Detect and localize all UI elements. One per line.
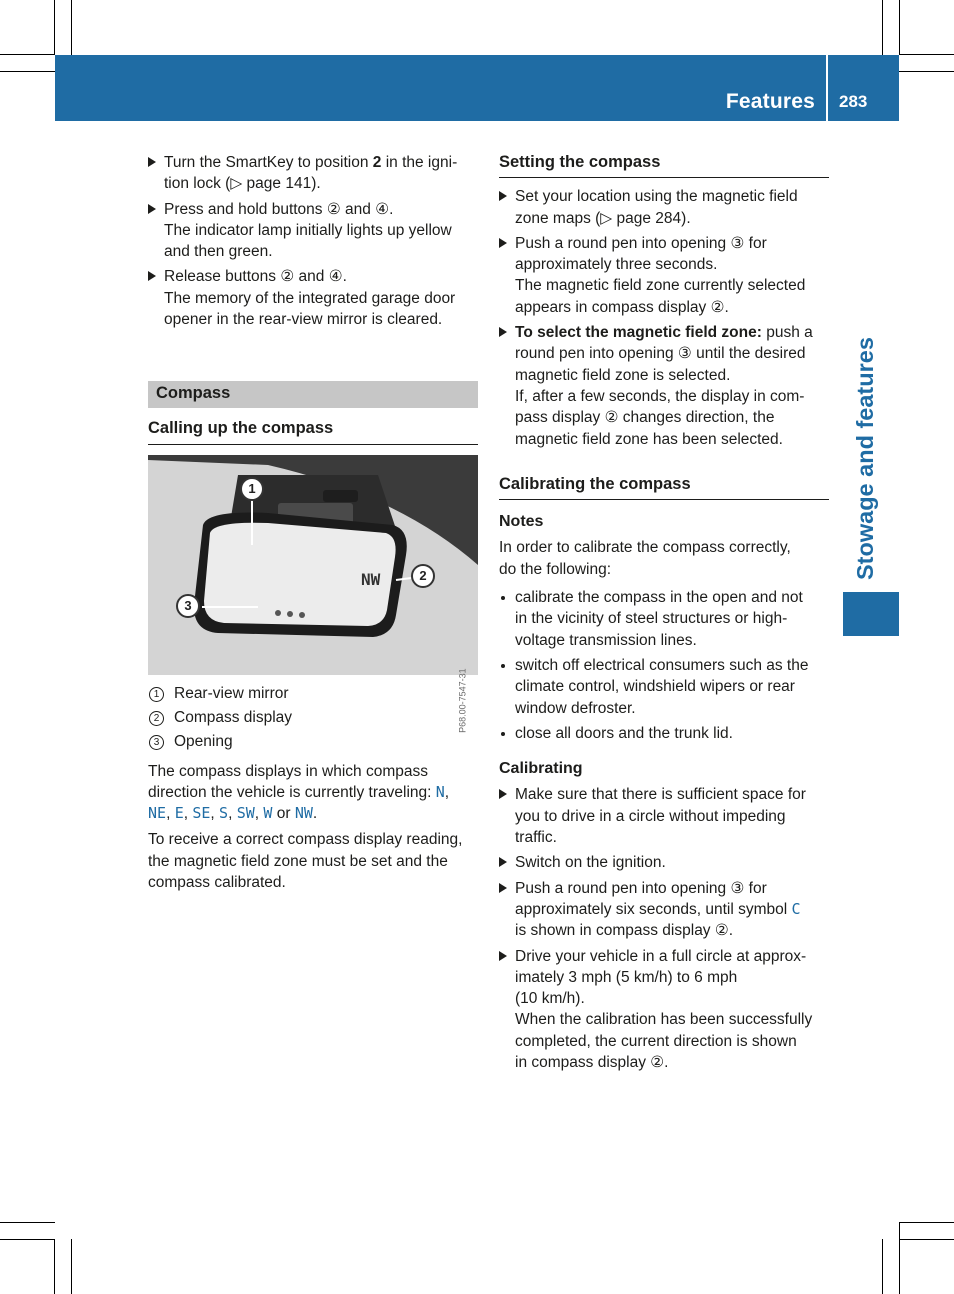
crop-mark	[0, 1222, 55, 1223]
text-line: Make sure that there is sufficient space for	[515, 786, 806, 804]
left-column	[148, 152, 478, 893]
step-arrow-icon	[148, 271, 156, 281]
instruction-step	[499, 186, 829, 229]
bullet-item	[499, 655, 829, 719]
text-line: you to drive in a circle without impeding	[515, 807, 786, 825]
bullet-item	[499, 587, 829, 651]
text-line: in compass display ②.	[515, 1053, 669, 1071]
direction-w: W	[263, 804, 273, 823]
text-line: compass calibrated.	[148, 874, 286, 892]
instruction-step	[148, 199, 478, 263]
page-header	[55, 55, 899, 121]
text-line: When the calibration has been successfully	[515, 1011, 813, 1029]
text-line: approximately six seconds, until symbol C	[515, 899, 801, 918]
paragraph	[148, 829, 478, 893]
text-line: Turn the SmartKey to position 2 in the igni-	[164, 154, 458, 171]
bullet-dot-icon	[501, 732, 505, 736]
text-line: Set your location using the magnetic field	[515, 188, 798, 206]
section-heading: Compass	[148, 381, 478, 408]
direction-e: E	[174, 804, 184, 823]
step-arrow-icon	[499, 883, 507, 893]
calibration-symbol: C	[791, 899, 801, 918]
text-line: pass display ② changes direction, the	[515, 409, 775, 427]
bullet-item	[499, 723, 829, 744]
text-line: NE, E, SE, S, SW, W or NW.	[148, 804, 318, 823]
text-line: Switch on the ignition.	[515, 854, 666, 872]
subsection-heading: Setting the compass	[499, 152, 829, 178]
legend-label: Compass display	[174, 708, 293, 726]
crop-mark	[899, 54, 954, 55]
step-arrow-icon	[499, 857, 507, 867]
instruction-step	[499, 322, 829, 450]
text-line: The magnetic field zone currently selected	[515, 277, 806, 295]
direction-s: S	[219, 804, 229, 823]
text-line: zone maps (▷ page 284).	[515, 209, 691, 227]
text-line: The indicator lamp initially lights up yellow	[164, 221, 452, 239]
text-line: The memory of the integrated garage door	[164, 289, 456, 307]
text-line: magnetic field zone has been selected.	[515, 430, 783, 448]
direction-n: N	[435, 782, 445, 801]
instruction-step	[499, 946, 829, 1074]
crop-mark	[899, 71, 954, 72]
legend-number: 3	[149, 735, 164, 750]
crop-mark	[899, 1239, 954, 1240]
legend-label: Rear-view mirror	[174, 684, 289, 702]
instruction-step	[499, 784, 829, 848]
legend-label: Opening	[174, 733, 233, 751]
calibrating-heading: Calibrating	[499, 760, 583, 778]
text-line: direction the vehicle is currently traveling: N,	[148, 782, 450, 801]
instruction-step	[499, 852, 829, 873]
crop-mark	[0, 71, 55, 72]
text-line: appears in compass display ②.	[515, 298, 729, 316]
crop-mark	[882, 1239, 883, 1294]
step-arrow-icon	[148, 157, 156, 167]
text-line: Push a round pen into opening ③ for	[515, 234, 767, 252]
instruction-step	[499, 878, 829, 942]
bullet-dot-icon	[501, 596, 505, 600]
crop-mark	[0, 54, 55, 55]
text-line: opener in the rear-view mirror is cleared.	[164, 311, 443, 329]
crop-mark	[882, 0, 883, 55]
text-line: calibrate the compass in the open and not	[515, 589, 803, 607]
legend-number: 2	[149, 711, 164, 726]
text-line: climate control, windshield wipers or rear	[515, 678, 795, 696]
section-title: Features	[725, 90, 815, 113]
text-line: round pen into opening ③ until the desired	[515, 345, 806, 363]
step-arrow-icon	[499, 327, 507, 337]
text-line: Drive your vehicle in a full circle at approx-	[515, 947, 807, 965]
notes-heading: Notes	[499, 513, 544, 531]
text-line: Release buttons ② and ④.	[164, 268, 347, 286]
chapter-tab-label: Stowage and features	[852, 337, 878, 580]
legend-number: 1	[149, 687, 164, 702]
legend-item	[148, 731, 478, 752]
callout-1: 1	[240, 477, 264, 501]
text-line: traffic.	[515, 829, 557, 847]
text-line: do the following:	[499, 560, 612, 578]
text-line: switch off electrical consumers such as the	[515, 656, 809, 674]
text-line: and then green.	[164, 243, 273, 261]
direction-se: SE	[192, 804, 211, 823]
text-line: tion lock (▷ page 141).	[164, 175, 321, 193]
subsection-heading: Calibrating the compass	[499, 474, 829, 500]
text-line: Push a round pen into opening ③ for	[515, 879, 767, 897]
chapter-tab-marker	[843, 592, 899, 636]
text-line: Press and hold buttons ② and ④.	[164, 200, 394, 218]
text-line: window defroster.	[515, 699, 636, 717]
step-arrow-icon	[499, 191, 507, 201]
legend-item	[148, 683, 478, 704]
step-arrow-icon	[499, 789, 507, 799]
direction-ne: NE	[148, 804, 167, 823]
step-arrow-icon	[499, 238, 507, 248]
legend-item	[148, 707, 478, 728]
step-arrow-icon	[148, 204, 156, 214]
instruction-step	[148, 266, 478, 330]
text-line: is shown in compass display ②.	[515, 922, 734, 940]
direction-sw: SW	[236, 804, 255, 823]
text-line: imately 3 mph (5 km/h) to 6 mph	[515, 968, 738, 986]
text-line: If, after a few seconds, the display in com-	[515, 387, 805, 405]
crop-mark	[0, 1239, 55, 1240]
text-line: To receive a correct compass display reading,	[148, 831, 463, 849]
callout-2: 2	[411, 564, 435, 588]
instruction-step	[499, 233, 829, 318]
instruction-step	[148, 152, 478, 195]
compass-display-text: NW	[361, 569, 381, 589]
text-line: completed, the current direction is shown	[515, 1032, 797, 1050]
crop-mark	[899, 1222, 900, 1294]
crop-mark	[54, 1239, 55, 1294]
subsection-heading: Calling up the compass	[148, 418, 478, 444]
text-line: in the vicinity of steel structures or high-	[515, 610, 788, 628]
crop-mark	[71, 1239, 72, 1294]
crop-mark	[54, 0, 55, 55]
paragraph	[499, 537, 829, 580]
bullet-dot-icon	[501, 664, 505, 668]
text-line: voltage transmission lines.	[515, 631, 697, 649]
text-line: (10 km/h).	[515, 990, 585, 1008]
crop-mark	[899, 0, 900, 55]
text-line: In order to calibrate the compass correctly,	[499, 539, 791, 557]
text-line: The compass displays in which compass	[148, 762, 428, 780]
direction-nw: NW	[294, 804, 313, 823]
callout-3: 3	[176, 594, 200, 618]
paragraph	[148, 761, 478, 825]
header-divider	[826, 55, 828, 121]
text-line: approximately three seconds.	[515, 256, 718, 274]
step-arrow-icon	[499, 951, 507, 961]
text-line: the magnetic field zone must be set and the	[148, 852, 448, 870]
text-line: close all doors and the trunk lid.	[515, 724, 733, 742]
text-line: magnetic field zone is selected.	[515, 366, 731, 384]
crop-mark	[899, 1222, 954, 1223]
page-number: 283	[839, 92, 868, 111]
crop-mark	[71, 0, 72, 55]
right-column	[499, 152, 829, 1077]
text-line: To select the magnetic field zone: push a	[515, 324, 813, 342]
figure-code: P68.00-7547-31	[457, 668, 468, 734]
